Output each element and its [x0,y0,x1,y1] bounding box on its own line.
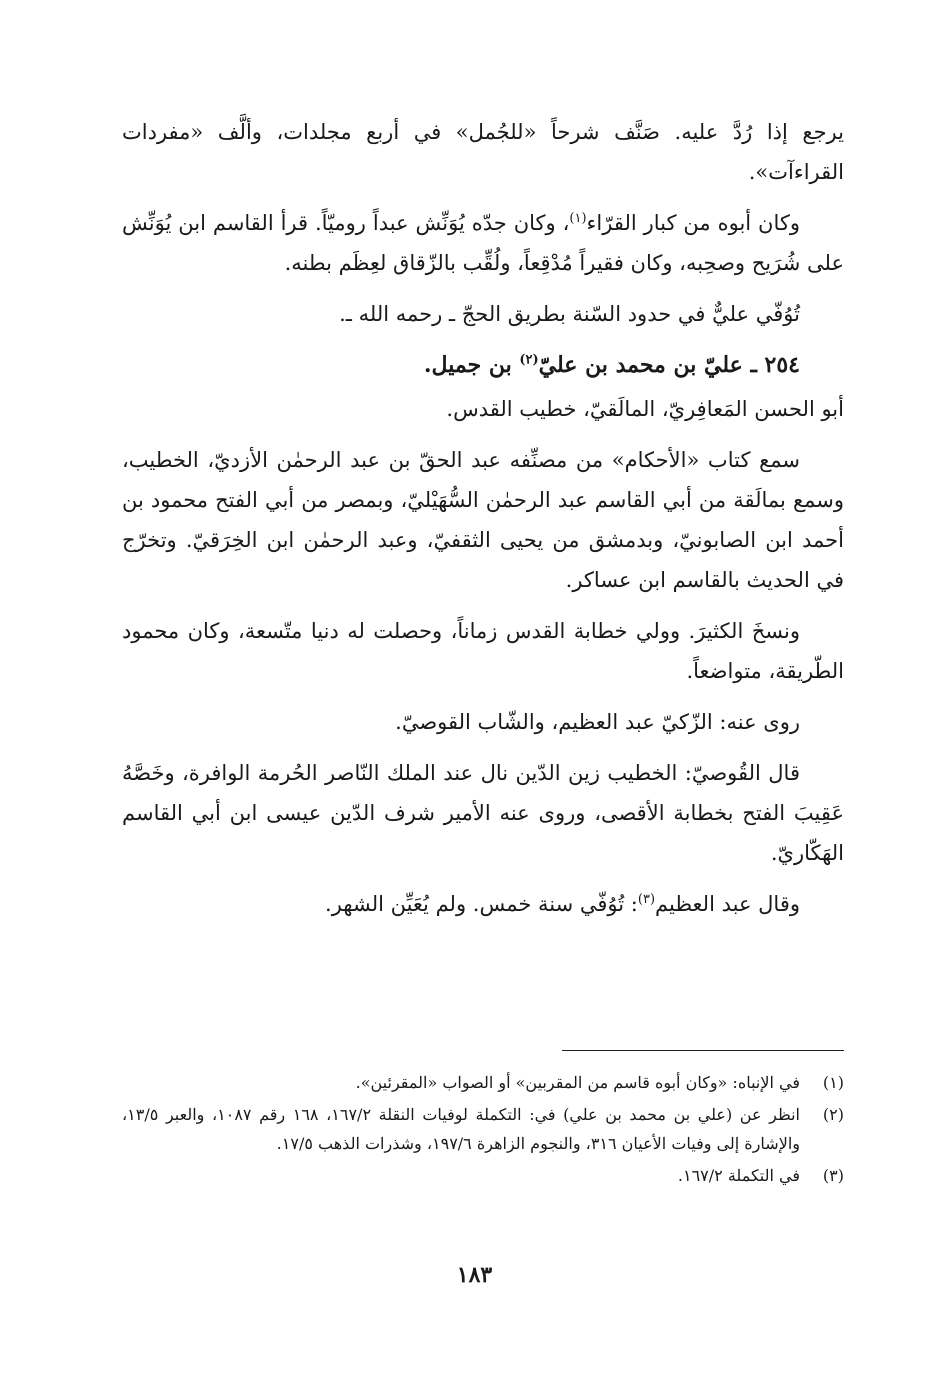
footnote-number: (٣) [822,1166,844,1185]
footnote [122,1161,844,1190]
paragraph: سمع كتاب «الأحكام» من مصنِّفه عبد الحقّ بن عبد الرحمٰن الأزديّ، الخطيب، وسمع بمالَقة من أبي القاسم عبد الرحمٰن السُّهَيْليّ، وبمصر من أبي الفتح محمود بن أحمد ابن الصابونيّ، وبدمشق من يحيى الثقفيّ، وعبد الرحمٰن ابن الخِرَقيّ. وتخرّج في الحديث بالقاسم ابن عساكر. [122,448,844,592]
paragraph: قال القُوصيّ: الخطيب زين الدّين نال عند الملك النّاصر الحُرمة الوافرة، وخَصَّهُ عَقِيبَ الفتح بخطابة الأقصى، وروى عنه الأمير شرف الدّين عيسى ابن أبي القاسم الهَكّاريّ. [122,761,844,865]
paragraph: تُوُفّي عليٌّ في حدود السّنة بطريق الحجّ ـ رحمه الله ـ. [339,302,800,326]
heading-text: ٢٥٤ ـ عليّ بن محمد بن عليّ [538,352,800,378]
paragraph: روى عنه: الزّكيّ عبد العظيم، والشّاب القوصيّ. [395,710,800,734]
footnote-divider [562,1050,844,1051]
footnote-number: (٢) [822,1105,844,1124]
heading-text: بن جميل. [423,352,520,378]
main-text [122,112,844,935]
paragraph [122,203,844,283]
footnote-ref[interactable]: (٣) [637,892,656,907]
footnote-ref[interactable]: (٢) [519,352,539,368]
footnote-text: في الإنباه: «وكان أبوه قاسم من المقربين» أو الصواب «المقرئين». [355,1073,800,1092]
footnote-ref[interactable]: (١) [569,211,587,226]
footnote [122,1100,844,1158]
footnote-text: انظر عن (علي بن محمد بن علي) في: التكملة لوفيات النقلة ١٦٧/٢، ١٦٨ رقم ١٠٨٧، والعبر ١٣/٥، والإشارة إلى وفيات الأعيان ٣١٦، والنجوم الزاهرة ١٩٧/٦، وشذرات الذهب ١٧/٥. [122,1105,800,1153]
paragraph-text: ، وكان جدّه يُوَنِّش عبداً روميّاً. قرأ القاسم ابن يُوَنِّش على شُرَيح وصحِبه، وكان فقيراً مُدْقِعاً، ولُقِّب بالزّقاق لعِظَم بطنه. [122,211,844,275]
paragraph: أبو الحسن المَعافِريّ، المالَقيّ، خطيب القدس. [446,397,844,421]
footnote-text: في التكملة ١٦٧/٢. [677,1166,800,1185]
paragraph: يرجع إذا رُدَّ عليه. صَنَّف شرحاً «للجُمل» في أربع مجلدات، وألَّف «مفردات القراءآت». [122,120,844,184]
paragraph-text: : تُوُفّي سنة خمس. ولم يُعَيِّن الشهر. [325,892,638,916]
entry-heading [122,345,844,385]
footnote [122,1068,844,1097]
footnote-number: (١) [822,1073,844,1092]
paragraph [122,884,844,924]
page-number: ١٨٣ [456,1262,493,1288]
paragraph-text: وكان أبوه من كبار القرّاء [586,211,801,235]
paragraph-text: وقال عبد العظيم [655,892,800,916]
paragraph: ونسخَ الكثيرَ. وولي خطابة القدس زماناً، وحصلت له دنيا متّسعة، وكان محمود الطّريقة، متواضعاً. [122,619,844,683]
footnotes [122,1068,844,1193]
